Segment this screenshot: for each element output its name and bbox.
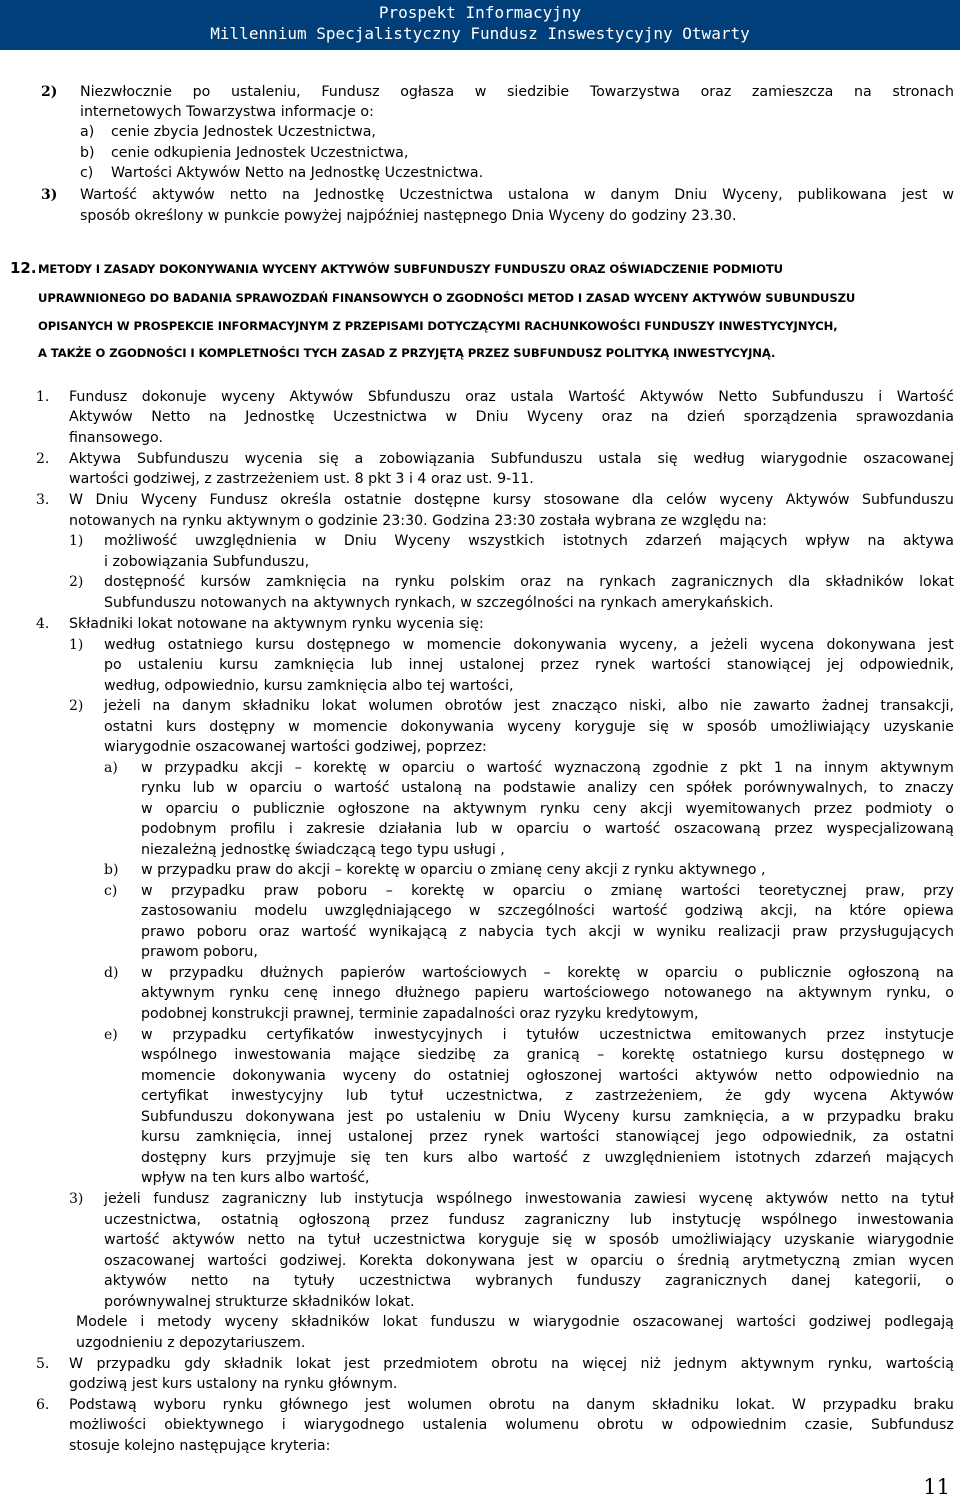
list-marker: b): [104, 862, 119, 878]
item-marker: 3): [41, 187, 58, 203]
text-line: kursu zamknięcia, innej ustalonej przez rynek wartości stanowiącej jego odpowiednik, za ostatni: [141, 1129, 954, 1145]
text-line: w przypadku dłużnych papierów wartościowych – korektę w oparciu o publicznie ogłoszoną na: [141, 965, 954, 981]
text-line: Podstawą wyboru rynku głównego jest wolumen obrotu na danym składniku lokat. W przypadku braku: [69, 1397, 954, 1413]
text-line: Wartość aktywów netto na Jednostkę Uczestnictwa ustalona w danym Dniu Wyceny, publikowana jest w: [80, 187, 954, 203]
paragraph-number: 4.: [36, 616, 50, 632]
text-line: możliwość uwzględnienia w Dniu Wyceny wszystkich istotnych zdarzeń mających wpływ na aktywa: [104, 533, 954, 549]
document-header: [0, 0, 960, 50]
list-marker: 2): [69, 698, 84, 714]
text-line: ostatni kurs dostępny w momencie dokonywania wyceny koryguje się w sposób umożliwiający uzyskanie: [104, 719, 954, 735]
section-heading-line: METODY I ZASADY DOKONYWANIA WYCENY AKTYWÓW SUBFUNDUSZY FUNDUSZU ORAZ OŚWIADCZENIE PODMIOTU: [38, 262, 783, 276]
list-item: cenie odkupienia Jednostek Uczestnictwa,: [111, 145, 409, 161]
text-line: w przypadku akcji – korektę w oparciu o wartość wyznaczoną zgodnie z pkt 1 na innym aktywnym: [141, 760, 954, 776]
text-line: zastosowaniu modelu uwzględniającego w szczególności wartość godziwą akcji, na które opiewa: [141, 903, 954, 919]
list-marker: a): [80, 124, 95, 140]
text-line: Składniki lokat notowane na aktywnym rynku wycenia się:: [69, 616, 484, 632]
text-line: porównywalnej strukturze składników lokat.: [104, 1294, 415, 1310]
text-line: w przypadku praw do akcji – korektę w oparciu o zmianę ceny akcji z rynku aktywnego ,: [141, 862, 766, 878]
text-line: wartości godziwej, z zastrzeżeniem ust. 8 pkt 3 i 4 oraz ust. 9-11.: [69, 471, 534, 487]
header-subtitle: Millennium Specjalistyczny Fundusz Inswestycyjny Otwarty: [210, 24, 750, 43]
text-line: w przypadku certyfikatów inwestycyjnych i tytułów uczestnictwa emitowanych przez instytucje: [141, 1027, 954, 1043]
list-marker: 1): [69, 637, 84, 653]
section-heading-line: A TAKŻE O ZGODNOŚCI I KOMPLETNOŚCI TYCH ZASAD Z PRZYJĘTĄ PRZEZ SUBFUNDUSZ POLITYKĄ INWESTYCYJNĄ.: [38, 346, 776, 360]
text-line: rynku lub w oparciu o wartość ustaloną na podstawie analizy cen spółek porównywalnych, to znaczy: [141, 780, 954, 796]
text-line: po ustaleniu kursu zamknięcia lub innej ustalonej przez rynek wartości stanowiącej jej odpowiednik,: [104, 657, 954, 673]
text-line: i zobowiązania Subfunduszu,: [104, 554, 310, 570]
text-line: Aktywa Subfunduszu wycenia się a zobowiązania Subfunduszu ustala się według wiarygodnie oszacowanej: [69, 451, 954, 467]
text-line: godziwą jest kurs ustalony na rynku głównym.: [69, 1376, 398, 1392]
text-line: wpływ na ten kurs albo wartość,: [141, 1170, 370, 1186]
text-line: W Dniu Wyceny Fundusz określa ostatnie dostępne kursy stosowane dla celów wyceny Aktywów Subfunduszu: [69, 492, 954, 508]
text-line: Fundusz dokonuje wyceny Aktywów Sbfunduszu oraz ustala Wartość Aktywów Netto Subfunduszu i Wartość: [69, 389, 954, 405]
text-line: Aktywów Netto na Jednostkę Uczestnictwa w Dniu Wyceny oraz na dzień sporządzenia sprawozdania: [69, 409, 954, 425]
list-marker: d): [104, 965, 119, 981]
text-line: podobnym profilu i zakresie działania lub w oparciu o wartość oszacowaną przez wyspecjalizowaną: [141, 821, 954, 837]
list-marker: c): [80, 165, 94, 181]
list-marker: c): [104, 883, 118, 899]
text-line: wspólnego inwestowania mające siedzibę za granicą – korektę ostatniego kursu dostępnego w: [141, 1047, 954, 1063]
text-line: W przypadku gdy składnik lokat jest przedmiotem obrotu na więcej niż jednym aktywnym rynku, wartością: [69, 1356, 954, 1372]
text-line: Modele i metody wyceny składników lokat funduszu w wiarygodnie oszacowanej wartości godziwej podlegają: [76, 1314, 954, 1330]
text-line: Niezwłocznie po ustaleniu, Fundusz ogłasza w siedzibie Towarzystwa oraz zamieszcza na stronach: [80, 84, 954, 100]
text-line: notowanych na rynku aktywnym o godzinie 23:30. Godzina 23:30 została wybrana ze względu na:: [69, 513, 767, 529]
text-line: internetowych Towarzystwa informacje o:: [80, 104, 374, 120]
text-line: uczestnictwa, ostatnią ogłoszoną przez fundusz zagraniczny lub instytucję wspólnego inwestowania: [104, 1212, 954, 1228]
page-number: 11: [923, 1475, 950, 1499]
text-line: podobnej konstrukcji prawnej, terminie zapadalności oraz ryzyku kredytowym,: [141, 1006, 699, 1022]
header-title: Prospekt Informacyjny: [378, 3, 582, 22]
list-item: Wartości Aktywów Netto na Jednostkę Uczestnictwa.: [111, 165, 484, 181]
text-line: finansowego.: [69, 430, 163, 446]
list-marker: e): [104, 1027, 118, 1043]
paragraph-number: 3.: [36, 492, 50, 508]
text-line: momencie dokonywania wyceny do ostatniej ogłoszonej wartości aktywów netto odpowiednio na: [141, 1068, 954, 1084]
text-line: aktywów netto na tytuły uczestnictwa wybranych funduszy zagranicznych danej kategorii, o: [104, 1273, 954, 1289]
list-marker: 1): [69, 533, 84, 549]
text-line: dostępny kurs przyjmuje się ten kurs albo wartość z uwzględnieniem istotnych zdarzeń mających: [141, 1150, 954, 1166]
text-line: w oparciu o publicznie ogłoszone na aktywnym rynku ceny akcji wyemitowanych przez podmioty o: [141, 801, 954, 817]
text-line: jeżeli fundusz zagraniczny lub instytucja wspólnego inwestowania zawiesi wycenę aktywów netto na tytuł: [104, 1191, 954, 1207]
text-line: certyfikat inwestycyjny lub tytuł uczestnictwa, z zastrzeżeniem, że gdy wycena Aktywów: [141, 1088, 954, 1104]
text-line: w przypadku praw poboru – korektę w oparciu o zmianę wartości teoretycznej praw, przy: [141, 883, 954, 899]
text-line: stosuje kolejno następujące kryteria:: [69, 1438, 331, 1454]
item-marker: 2): [41, 84, 58, 100]
text-line: uzgodnieniu z depozytariuszem.: [76, 1335, 306, 1351]
text-line: prawom poboru,: [141, 944, 258, 960]
list-marker: a): [104, 760, 118, 776]
text-line: według, odpowiednio, kursu zamknięcia albo tej wartości,: [104, 678, 514, 694]
text-line: wiarygodnie oszacowanej wartości godziwej, poprzez:: [104, 739, 487, 755]
text-line: sposób określony w punkcie powyżej najpóźniej następnego Dnia Wyceny do godziny 23.30.: [80, 208, 737, 224]
text-line: dostępność kursów zamknięcia na rynku polskim oraz na rynkach zagranicznych dla składników lokat: [104, 574, 954, 590]
paragraph-number: 1.: [36, 389, 50, 405]
paragraph-number: 5.: [36, 1356, 50, 1372]
text-line: oszacowanej wartości godziwej. Korekta dokonywana jest w oparciu o średnią arytmetyczną zmian wycen: [104, 1253, 954, 1269]
section-heading-line: UPRAWNIONEGO DO BADANIA SPRAWOZDAŃ FINANSOWYCH O ZGODNOŚCI METOD I ZASAD WYCENY AKTYWÓW SUBUNDUSZU: [38, 291, 856, 305]
text-line: wartość aktywów netto na tytuł uczestnictwa koryguje się w sposób umożliwiający uzyskanie wiarygodnie: [104, 1232, 954, 1248]
text-line: według ostatniego kursu dostępnego w momencie dokonywania wyceny, a jeżeli wycena dokonywana jest: [104, 637, 954, 653]
list-marker: 3): [69, 1191, 84, 1207]
list-marker: 2): [69, 574, 84, 590]
text-line: Subfunduszu dokonywana jest po ustaleniu w Dniu Wyceny kursu zamknięcia, a w przypadku braku: [141, 1109, 954, 1125]
text-line: aktywnym rynku cenę innego dłużnego papieru wartościowego notowanego na aktywnym rynku, o: [141, 985, 954, 1001]
text-line: możliwości obiektywnego i wiarygodnego ustalenia wolumenu obrotu w odpowiednim czasie, Subfundusz: [69, 1417, 954, 1433]
text-line: niezależną jednostkę świadczącą tego typu usługi ,: [141, 842, 505, 858]
section-heading-line: OPISANYCH W PROSPEKCIE INFORMACYJNYM Z PRZEPISAMI DOTYCZĄCYMI RACHUNKOWOŚCI FUNDUSZY INWESTYCYJNYCH,: [38, 319, 838, 333]
paragraph-number: 2.: [36, 451, 50, 467]
list-marker: b): [80, 145, 95, 161]
text-line: jeżeli na danym składniku lokat wolumen obrotów jest znacząco niski, albo nie zawarto żadnej transakcji,: [104, 698, 954, 714]
list-item: cenie zbycia Jednostek Uczestnictwa,: [111, 124, 376, 140]
paragraph-number: 6.: [36, 1397, 50, 1413]
text-line: Subfunduszu notowanych na aktywnych rynkach, w szczególności na rynkach amerykańskich.: [104, 595, 774, 611]
section-number: 12.: [10, 259, 37, 277]
text-line: prawo poboru oraz wartość wynikającą z nabycia tych akcji w wyniku realizacji praw przysługujących: [141, 924, 954, 940]
